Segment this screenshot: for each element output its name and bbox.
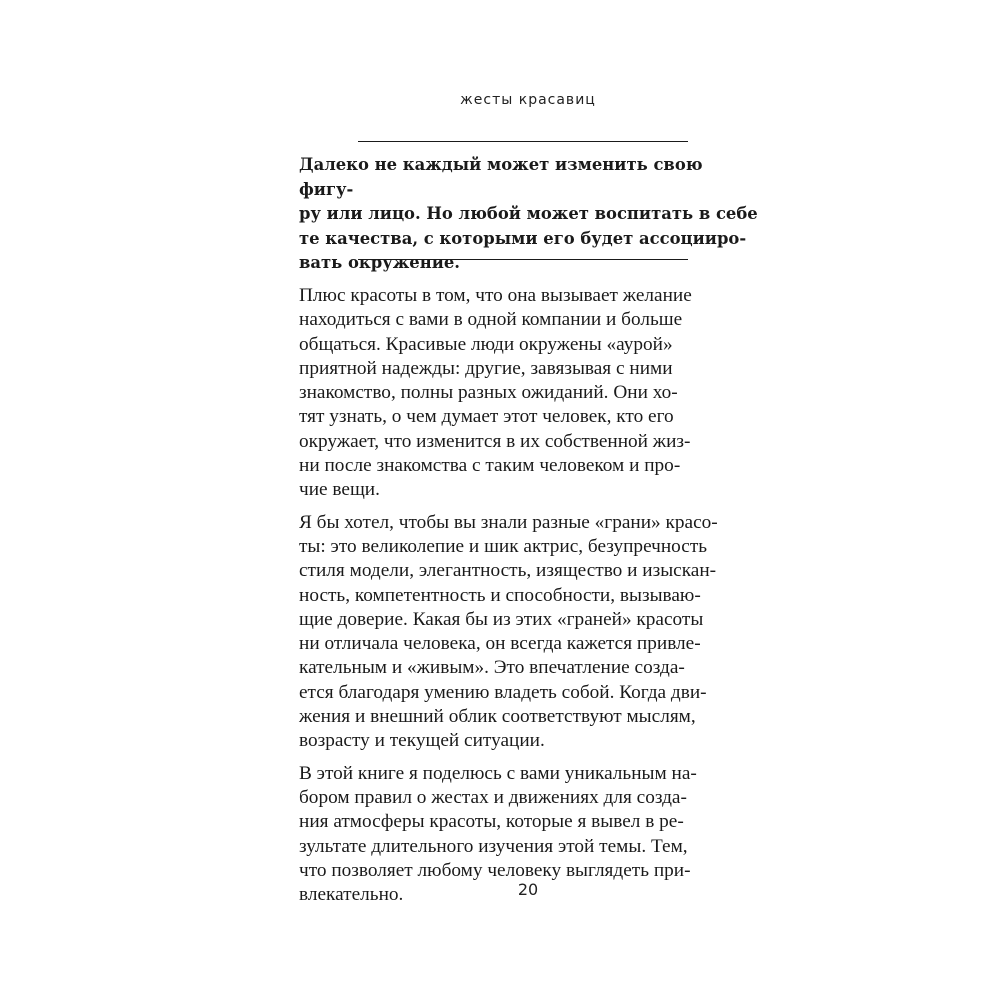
text-line: влекательно.	[299, 884, 404, 906]
text-line: тят узнать, о чем думает этот человек, кто его	[299, 406, 674, 428]
text-line: Плюс красоты в том, что она вызывает желание	[299, 285, 692, 306]
text-line: ни отличала человека, он всегда кажется привле-	[299, 633, 701, 655]
body-text	[299, 284, 761, 915]
text-line: стиля модели, элегантность, изящество и изыскан-	[299, 560, 717, 582]
pull-quote-line: те качества, с которыми его будет ассоцииро-	[299, 228, 747, 248]
text-line: возрасту и текущей ситуации.	[299, 730, 545, 752]
text-line: ется благодаря умению владеть собой. Когда дви-	[299, 681, 707, 703]
page-number: 20	[517, 880, 539, 899]
pull-quote-top-rule	[358, 141, 688, 142]
text-line: бором правил о жестах и движениях для созда-	[299, 786, 687, 808]
text-line: щие доверие. Какая бы из этих «граней» красоты	[299, 608, 704, 630]
text-line: ния атмосферы красоты, которые я вывел в ре-	[299, 811, 684, 833]
running-head: жесты красавиц	[460, 92, 596, 108]
pull-quote	[299, 153, 761, 276]
paragraph-1	[299, 284, 761, 503]
text-line: приятной надежды: другие, завязывая с ними	[299, 357, 673, 379]
pull-quote-line: Далеко не каждый может изменить свою фигу-	[299, 155, 703, 199]
text-line: знакомство, полны разных ожиданий. Они хо-	[299, 382, 678, 404]
paragraph-2	[299, 511, 761, 754]
text-line: ность, компетентность и способности, вызываю-	[299, 584, 701, 606]
text-line: кательным и «живым». Это впечатление созда-	[299, 657, 685, 679]
text-line: Я бы хотел, чтобы вы знали разные «грани» красо-	[299, 511, 718, 533]
text-line: ты: это великолепие и шик актрис, безупречность	[299, 535, 708, 557]
text-line: В этой книге я поделюсь с вами уникальным на-	[299, 762, 697, 784]
text-line: чие вещи.	[299, 479, 380, 501]
text-line: находиться с вами в одной компании и больше	[299, 309, 683, 331]
text-line: ни после знакомства с таким человеком и про-	[299, 455, 681, 477]
text-line: зультате длительного изучения этой темы. Тем,	[299, 835, 688, 857]
text-line: общаться. Красивые люди окружены «аурой»	[299, 333, 673, 355]
pull-quote-line: ру или лицо. Но любой может воспитать в себе	[299, 204, 758, 223]
text-line: жения и внешний облик соответствуют мыслям,	[299, 706, 696, 728]
pull-quote-bottom-rule	[358, 259, 688, 260]
text-line: окружает, что изменится в их собственной жиз-	[299, 430, 691, 452]
text-line: что позволяет любому человеку выглядеть при-	[299, 859, 691, 881]
pull-quote-line: вать окружение.	[299, 253, 460, 272]
